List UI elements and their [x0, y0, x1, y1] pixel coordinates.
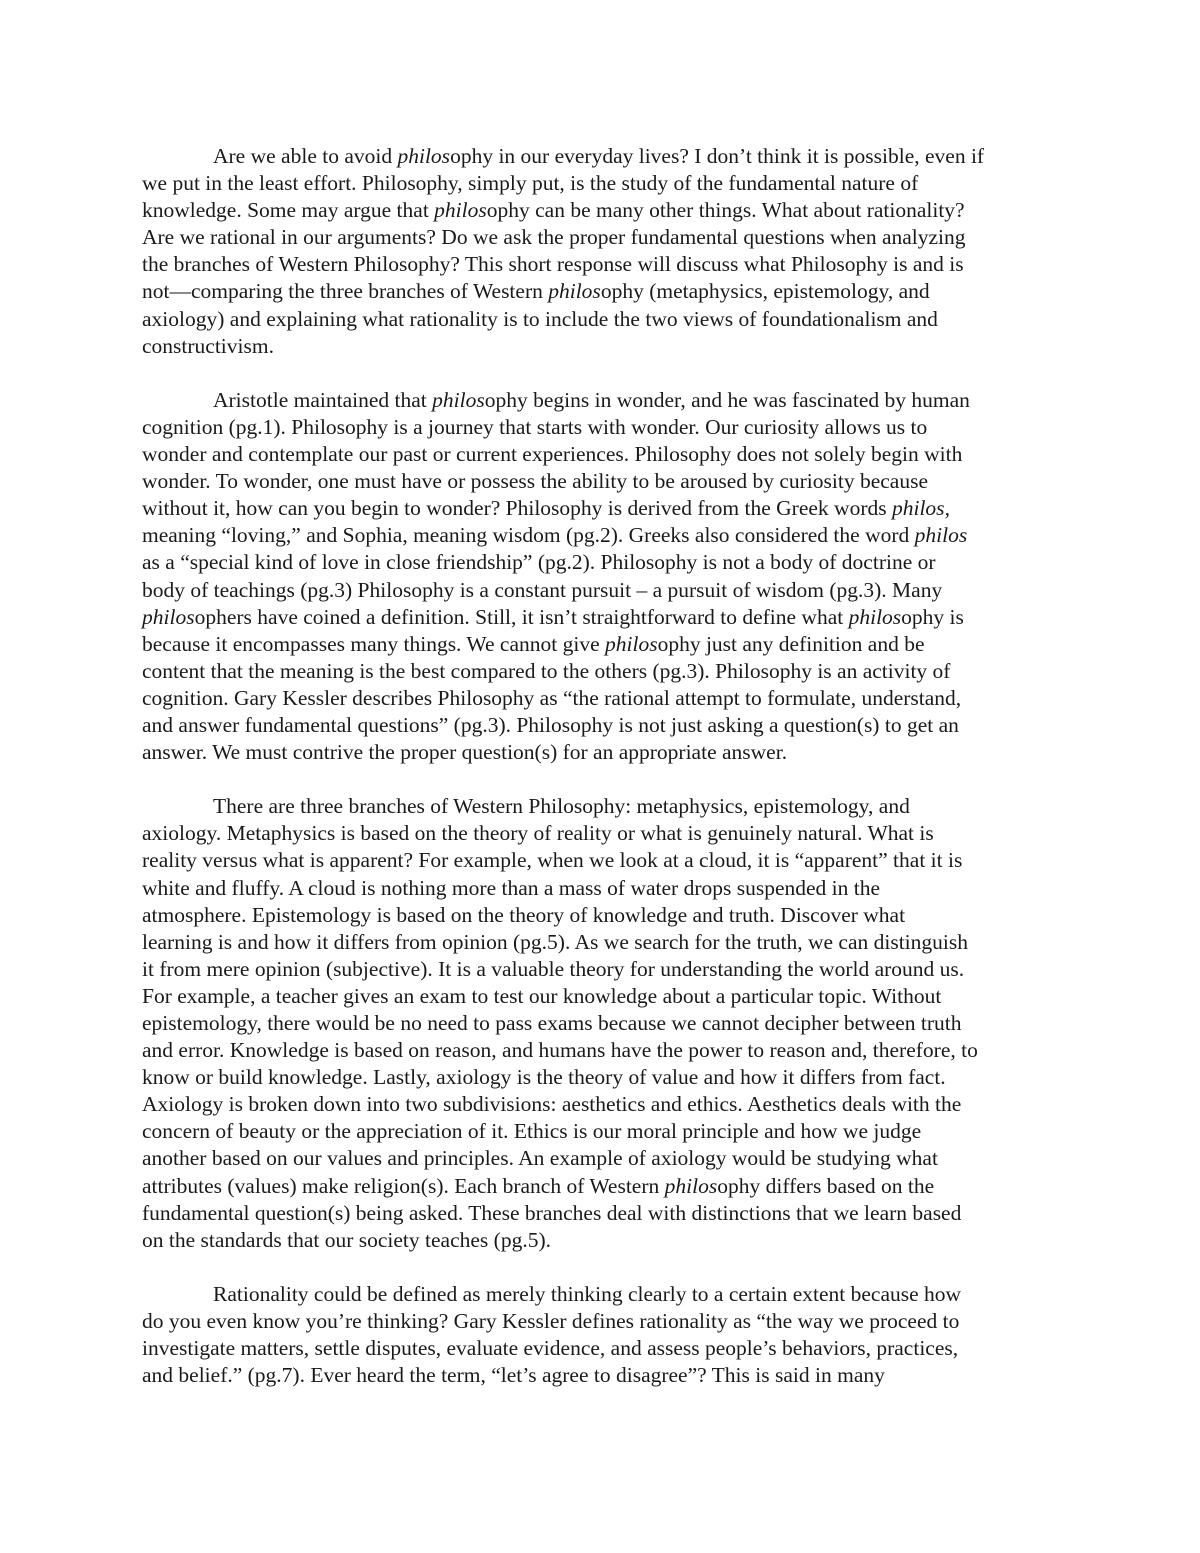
text-line: do you even know you’re thinking? Gary Kessler defines rationality as “the way we proceed to — [142, 1309, 960, 1334]
text-line: we put in the least effort. Philosophy, simply put, is the study of the fundamental nature of — [142, 171, 919, 196]
text-line: reality versus what is apparent? For example, when we look at a cloud, it is “apparent” that it is — [142, 848, 963, 873]
text-line: Are we rational in our arguments? Do we ask the proper fundamental questions when analyzing — [142, 225, 966, 250]
paragraph — [142, 793, 1062, 1254]
text-line: as a “special kind of love in close friendship” (pg.2). Philosophy is not a body of doctrine or — [142, 550, 936, 575]
text-line: investigate matters, settle disputes, evaluate evidence, and assess people’s behaviors, practices, — [142, 1336, 959, 1361]
text-line: philosophers have coined a definition. Still, it isn’t straightforward to define what philosophy is — [142, 604, 964, 629]
text-line: without it, how can you begin to wonder? Philosophy is derived from the Greek words philos, — [142, 496, 950, 521]
paragraph — [142, 387, 1062, 766]
text-line: and error. Knowledge is based on reason, and humans have the power to reason and, therefore, to — [142, 1038, 978, 1063]
text-line: Aristotle maintained that philosophy begins in wonder, and he was fascinated by human — [213, 387, 970, 412]
text-line: white and fluffy. A cloud is nothing more than a mass of water drops suspended in the — [142, 875, 881, 900]
text-line: it from mere opinion (subjective). It is a valuable theory for understanding the world around us. — [142, 956, 965, 981]
text-line: fundamental question(s) being asked. These branches deal with distinctions that we learn based — [142, 1200, 962, 1225]
text-line: and answer fundamental questions” (pg.3). Philosophy is not just asking a question(s) to get an — [142, 712, 959, 737]
italic-term: philos — [432, 387, 485, 412]
text-line: know or build knowledge. Lastly, axiology is the theory of value and how it differs from fact. — [142, 1065, 946, 1090]
text-line: cognition. Gary Kessler describes Philosophy as “the rational attempt to formulate, understand, — [142, 685, 962, 710]
text-line: Axiology is broken down into two subdivisions: aesthetics and ethics. Aesthetics deals with the — [142, 1092, 962, 1117]
text-line: the branches of Western Philosophy? This short response will discuss what Philosophy is and is — [142, 252, 964, 277]
text-line: body of teachings (pg.3) Philosophy is a constant pursuit – a pursuit of wisdom (pg.3). Many — [142, 577, 943, 602]
text-line: cognition (pg.1). Philosophy is a journey that starts with wonder. Our curiosity allows us to — [142, 414, 928, 439]
text-line: because it encompasses many things. We cannot give philosophy just any definition and be — [142, 631, 925, 656]
paragraph-spacer — [142, 766, 1062, 793]
text-line: attributes (values) make religion(s). Each branch of Western philosophy differs based on the — [142, 1173, 935, 1198]
text-line: There are three branches of Western Philosophy: metaphysics, epistemology, and — [213, 794, 910, 819]
italic-term: philos — [664, 1173, 718, 1198]
text-line: another based on our values and principles. An example of axiology would be studying what — [142, 1146, 938, 1171]
text-line: epistemology, there would be no need to pass exams because we cannot decipher between truth — [142, 1011, 962, 1035]
italic-term: philos — [434, 198, 487, 223]
italic-term: philos — [891, 496, 945, 521]
text-line: concern of beauty or the appreciation of it. Ethics is our moral principle and how we judge — [142, 1119, 922, 1144]
text-line: atmosphere. Epistemology is based on the theory of knowledge and truth. Discover what — [142, 902, 906, 927]
text-line: axiology) and explaining what rationality is to include the two views of foundationalism and — [142, 306, 938, 331]
text-line: wonder. To wonder, one must have or possess the ability to be aroused by curiosity because — [142, 469, 928, 494]
italic-term: philos — [605, 631, 658, 656]
italic-term: philos — [397, 144, 451, 168]
text-line: knowledge. Some may argue that philosophy can be many other things. What about rationality? — [142, 198, 965, 223]
text-line: learning is and how it differs from opinion (pg.5). As we search for the truth, we can distinguish — [142, 929, 968, 954]
text-line: axiology. Metaphysics is based on the theory of reality or what is genuinely natural. What is — [142, 821, 934, 846]
italic-term: philos — [914, 523, 968, 548]
text-line: content that the meaning is the best compared to the others (pg.3). Philosophy is an activity of — [142, 658, 951, 683]
text-line: and belief.” (pg.7). Ever heard the term, “let’s agree to disagree”? This is said in many — [142, 1363, 885, 1388]
text-line: meaning “loving,” and Sophia, meaning wisdom (pg.2). Greeks also considered the word philos — [142, 523, 968, 548]
italic-term: philos — [142, 604, 195, 629]
text-line: not—comparing the three branches of Western philosophy (metaphysics, epistemology, and — [142, 279, 930, 304]
paragraph — [142, 1281, 1062, 1389]
text-line: For example, a teacher gives an exam to test our knowledge about a particular topic. Without — [142, 983, 942, 1008]
text-line: answer. We must contrive the proper question(s) for an appropriate answer. — [142, 740, 788, 765]
text-line: Rationality could be defined as merely thinking clearly to a certain extent because how — [213, 1281, 962, 1306]
text-line: constructivism. — [142, 333, 274, 358]
paragraph-spacer — [142, 360, 1062, 387]
text-line: Are we able to avoid philosophy in our everyday lives? I don’t think it is possible, even if — [213, 144, 985, 168]
document-body — [142, 143, 1062, 1389]
italic-term: philos — [548, 279, 601, 304]
text-line: on the standards that our society teaches (pg.5). — [142, 1227, 551, 1252]
text-line: wonder and contemplate our past or current experiences. Philosophy does not solely begin with — [142, 442, 963, 467]
paragraph — [142, 143, 1062, 360]
paragraph-spacer — [142, 1254, 1062, 1281]
italic-term: philos — [848, 604, 902, 629]
